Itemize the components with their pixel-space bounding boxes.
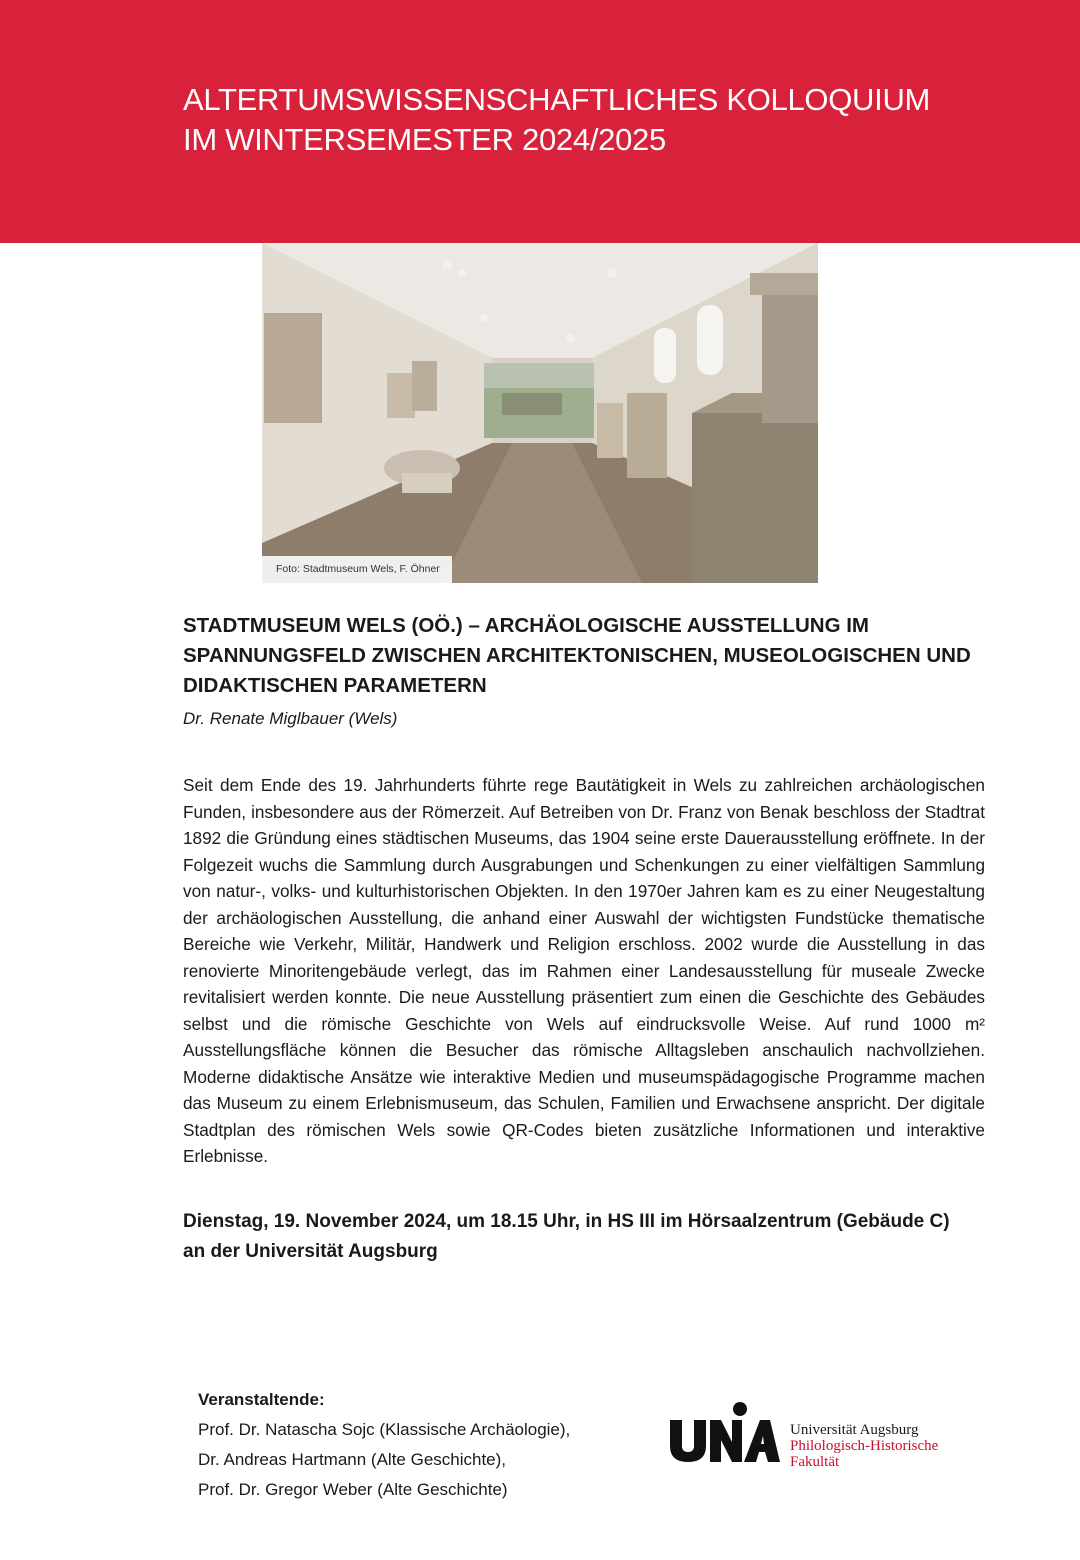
page-title [183,80,930,160]
university-logo [668,1400,978,1480]
event-date-location: Dienstag, 19. November 2024, um 18.15 Uhr, in HS III im Hörsaalzentrum (Gebäude C) [183,1211,950,1232]
talk-title [183,611,983,701]
title-line-1: ALTERTUMSWISSENSCHAFTLICHES KOLLOQUIUM [183,82,931,117]
title-line-2: IM WINTERSEMESTER 2024/2025 [183,122,666,157]
speaker-name: Dr. Renate Miglbauer (Wels) [183,709,398,728]
talk-title-line-2: SPANNUNGSFELD ZWISCHEN ARCHITEKTONISCHEN, MUSEOLOGISCHEN UND [183,644,971,667]
organizer-1: Prof. Dr. Natascha Sojc (Klassische Archäologie), [198,1420,571,1439]
talk-title-line-3: DIDAKTISCHEN PARAMETERN [183,674,487,697]
logo-faculty-line-1: Philologisch-Historische [790,1438,939,1454]
header-band [0,0,1080,243]
unia-logo-mark [668,1400,780,1464]
logo-university-name: Universität Augsburg [790,1422,919,1438]
museum-photo [262,243,818,583]
logo-faculty-line-2: Fakultät [790,1454,840,1470]
organizer-2: Dr. Andreas Hartmann (Alte Geschichte), [198,1450,507,1469]
talk-title-line-1: STADTMUSEUM WELS (OÖ.) – ARCHÄOLOGISCHE AUSSTELLUNG IM [183,614,869,637]
photo-credit: Foto: Stadtmuseum Wels, F. Öhner [262,556,452,583]
event-venue: an der Universität Augsburg [183,1241,438,1262]
museum-hall-illustration [262,243,818,583]
organizer-3: Prof. Dr. Gregor Weber (Alte Geschichte) [198,1480,508,1499]
event-details [183,1207,1003,1267]
abstract-text: Seit dem Ende des 19. Jahrhunderts führte rege Bautätigkeit in Wels zu zahlreichen archäologischen Funden, insbesondere aus der Römerzeit. Auf Betreiben von Dr. Franz von Benak beschloss der Stadtrat 1892 die Gründung eines städtischen Museums, das 1904 seine erste Dauerausstellung eröffnete. In der Folgezeit wuchs die Sammlung durch Ausgrabungen und Schenkungen zu einer vielfältigen Sammlung von natur-, volks- und kulturhistorischen Objekten. In den 1970er Jahren kam es zu einer Neugestaltung der archäologischen Ausstellung, die anhand einer Auswahl der wichtigsten Fundstücke thematische Bereiche wie Verkehr, Militär, Handwerk und Religion erschloss. 2002 wurde die Ausstellung in das renovierte Minoritengebäude verlegt, das im Rahmen einer Landesausstellung für museale Zwecke revitalisiert werden konnte. Die neue Ausstellung präsentiert zum einen die Geschichte des Gebäudes selbst und die römische Geschichte von Wels auf eindrucksvolle Weise. Auf rund 1000 m² Ausstellungsfläche können die Besucher das römische Alltagsleben anschaulich nachvollziehen. Moderne didaktische Ansätze wie interaktive Medien und museumspädagogische Programme machen das Museum zu einem Erlebnismuseum, das Schulen, Familien und Erwachsene anspricht. Der digitale Stadtplan des römischen Wels sowie QR-Codes bieten zusätzliche Informationen und interaktive Erlebnisse. [183,775,985,1166]
organizers-label: Veranstaltende: [198,1390,325,1409]
organizers-block [198,1385,570,1505]
logo-wordmark [790,1422,938,1470]
